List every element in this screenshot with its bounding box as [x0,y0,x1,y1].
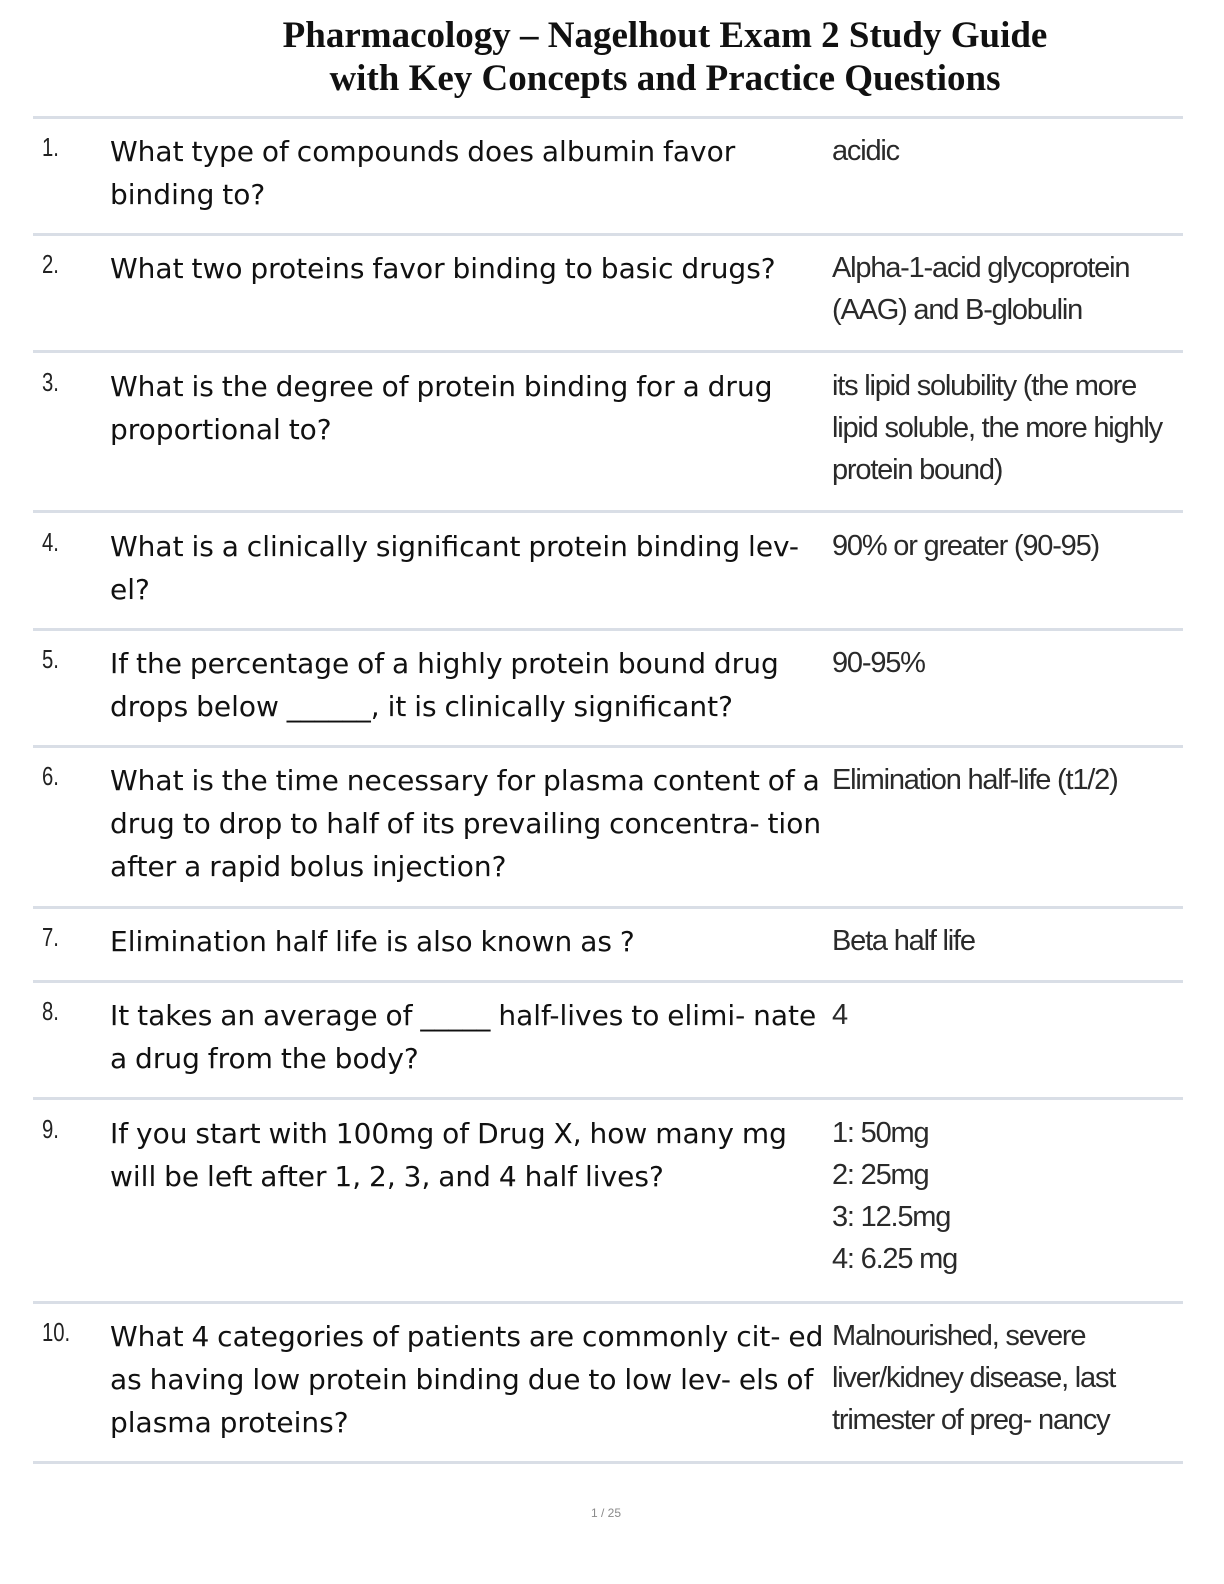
answer-text: 90% or greater (90-95) [832,530,1099,562]
item-number: 6. [42,761,59,791]
divider [33,510,1183,513]
divider [33,628,1183,631]
answer-text: Elimination half-life (t1/2) [832,764,1118,796]
question-text: What 4 categories of patients are commonly cit- ed as having low protein binding due to low lev- els of plasma proteins? [110,1320,824,1439]
page-indicator: 1 / 25 [590,1506,622,1520]
item-number: 10. [42,1317,71,1347]
answer-text: Beta half life [832,925,975,957]
divider [33,1097,1183,1100]
question-text: What type of compounds does albumin favor binding to? [110,135,736,211]
item-number: 1. [42,132,59,162]
item-number: 5. [42,644,59,674]
item-number: 2. [42,249,59,279]
divider [33,116,1183,119]
answer-text: Alpha-1-acid glycoprotein (AAG) and B-globulin [832,252,1130,326]
answer-text: acidic [832,135,899,167]
answer-text: its lipid solubility (the more lipid soluble, the more highly protein bound) [832,370,1162,486]
divider [33,980,1183,983]
question-text: It takes an average of _____ half-lives to elimi- nate a drug from the body? [110,999,817,1075]
divider [33,1301,1183,1304]
question-text: What is the time necessary for plasma content of a drug to drop to half of its prevailing concentra- tion after a rapid bolus injection? [110,764,822,883]
item-number: 8. [42,996,59,1026]
answer-text: 4 [832,999,847,1031]
divider [33,233,1183,236]
answer-text: 90-95% [832,647,925,679]
answer-text: 1: 50mg 2: 25mg 3: 12.5mg 4: 6.25 mg [832,1117,958,1275]
question-text: Elimination half life is also known as ? [110,925,635,958]
question-text: If the percentage of a highly protein bound drug drops below ______, it is clinically significant? [110,647,779,723]
question-text: What two proteins favor binding to basic drugs? [110,252,776,285]
item-number: 4. [42,527,59,557]
item-number: 3. [42,367,59,397]
title-line-2: with Key Concepts and Practice Questions [329,58,1001,99]
divider [33,350,1183,353]
divider [33,1461,1183,1464]
question-text: If you start with 100mg of Drug X, how many mg will be left after 1, 2, 3, and 4 half lives? [110,1117,787,1193]
item-number: 9. [42,1114,59,1144]
document-title [0,14,1224,100]
divider [33,906,1183,909]
title-line-1: Pharmacology – Nagelhout Exam 2 Study Guide [282,15,1048,56]
answer-text: Malnourished, severe liver/kidney disease, last trimester of preg- nancy [832,1320,1116,1436]
question-text: What is a clinically significant protein binding lev- el? [110,530,799,606]
divider [33,745,1183,748]
item-number: 7. [42,922,59,952]
question-text: What is the degree of protein binding for a drug proportional to? [110,370,773,446]
